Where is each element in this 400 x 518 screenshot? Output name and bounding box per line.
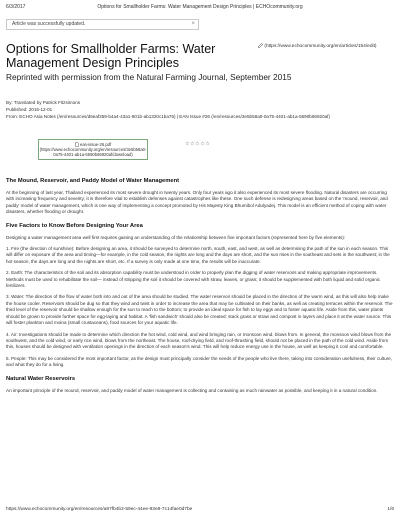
article-body [6, 178, 394, 399]
article-subtitle: Reprinted with permission from the Natural Farming Journal, September 2015 [6, 72, 292, 82]
attachment-url: (https://www.echocommunity.org/en/resources/3e5b58a0-0a75-4401-ab1a-5590b66920af/download) [39, 147, 147, 158]
edit-icon [258, 43, 263, 48]
alert-message: Article was successfully updated. [12, 21, 86, 27]
success-alert [6, 19, 199, 30]
paragraph-air: 4. Air: Investigations should be made to determine which direction the hot wind, cold wind, and wind bringing rain, or monsoon wind, blows from. In general, the monsoon wind blows from the southwest, and the cold wind, or early rice wind, blows from the northeast. The house, roof-drying field, and roof-thrashing field, should not be placed in the path of the cold wind. Aside from this, houses should be designed with ventilation openings in the direction of each season's wind. This will help reduce energy use in the house, as well as keeping it cool and comfortable. [6, 331, 392, 350]
article-title: Options for Smallholder Farms: Water Management Design Principles [6, 42, 216, 70]
paragraph-five-factors: Designing a water management area well first requires gaining an understanding of the relationship between five important factors (represented here by five elements): [6, 234, 346, 240]
heading-mound-model: The Mound, Reservoir, and Paddy Model of Water Management [6, 178, 180, 184]
paragraph-intro: At the beginning of last year, Thailand experienced its most severe drought in twenty years. Only four years ago it also experienced its most severe flooding. Natural disasters are occurring with increasing frequency and severity; it is therefore vital to establish defenses against catastrophes like these. One such defense is redesigning areas based on the 'mound, reservoir, and paddy' model of water management, which is one way of implementing a concept promoted by His Majesty King Bhumibol Adulyadej. This model is an efficient method of coping with water disasters, whether flooding or drought. [6, 190, 388, 215]
attachment-filename: ean-issue-26.pdf [39, 142, 147, 147]
edit-link[interactable] [258, 43, 377, 49]
attachment-link[interactable] [38, 139, 148, 160]
paragraph-fire: 1. Fire (the direction of sunshine): Before designing an area, it should be surveyed to determine north, south, east, and west, as well as determining the path of the sun in each season. This will differ on exposure of the area and timing—for example, in the cold season, the nights are long and the days are short, and the sun rises in the southeast and sets in the southwest; in the hot season, the days are long and the nights are short, etc. If a survey is only made at one time, the results will be inaccurate. [6, 246, 390, 264]
paragraph-earth: 2. Earth: The characteristics of the soil and its absorption capability must be understood in order to properly plan the digging of water reservoirs and making appropriate improvements. Methods must be used to rehabilitate the soil— instead of stripping the soil it should be covered with straw, leaves, or grass; it should be supplemented with both liquid and solid organic fertilizers. [6, 270, 381, 289]
print-header [6, 4, 394, 12]
page-number: 1/6 [387, 507, 394, 512]
print-url: https://www.echocommunity.org/en/resources/a97fb4b2-59ec-44ee-83e8-7c14fae0d7be [6, 507, 193, 512]
paragraph-water: 3. Water: The direction of the flow of water both into and out of the area should be studied. The water reservoir should be placed in the direction of the warm wind, as this will also help make the house cooler. Reservoirs should be dug so that they wind and twist in order to increase the area that may be cultivated on their banks, as well as creating terraces within the reservoir. The third level of the reservoir should be shallow enough for the sun to reach to the bottom; to provide an ideal space for fish to lay eggs and to foster aquatic life. Aside from this, water plants should be grown to provide further space for egg-laying and habitat. A 'fish sandwich' should also be created: stack grass or straw and compost in layers and place it at the water source. This will foster plankton and moina (small crustaceans), food sources for your aquatic life. [6, 294, 393, 326]
heading-five-factors: Five Factors to Know Before Designing Your Area [6, 222, 143, 229]
published-date: Published: 2015-12-01 [6, 107, 53, 112]
alert-close-icon[interactable]: × [191, 21, 195, 27]
print-footer [6, 507, 394, 514]
paragraph-natural: An important principle of the mound, reservoir, and paddy model of water management is collecting and containing as much rainwater as possible, and keeping it in a natural condition. [6, 387, 378, 393]
heading-natural-reservoirs: Natural Water Reservoirs [6, 375, 76, 382]
print-page-title: Options for Smallholder Farms: Water Management Design Principles | ECHOcommunity.org [97, 4, 303, 10]
article-meta [6, 99, 330, 120]
rating-stars[interactable]: ☆☆☆☆☆ [185, 141, 211, 147]
byline: By: Translated by Patrick Fitzsimons [6, 100, 81, 105]
print-date: 6/3/2017 [6, 4, 26, 10]
paragraph-people: 5. People: This may be considered the most important factor, as the design must principally consider the needs of the people who live there, taking into consideration usefulness, their culture, and what they do for a living. [6, 355, 393, 368]
source-info: From: ECHO Asia Notes (/en/resources/d6eaf359-b4a4-43a1-801b-ab1320c1ba76) | EAN Issue #26 (/en/resources/3e5b58a0-0a75-4401-ab1a-5590b66920af) [6, 114, 330, 119]
edit-link-url: (https://www.echocommunity.org/en/articles/154/edit) [264, 43, 377, 49]
